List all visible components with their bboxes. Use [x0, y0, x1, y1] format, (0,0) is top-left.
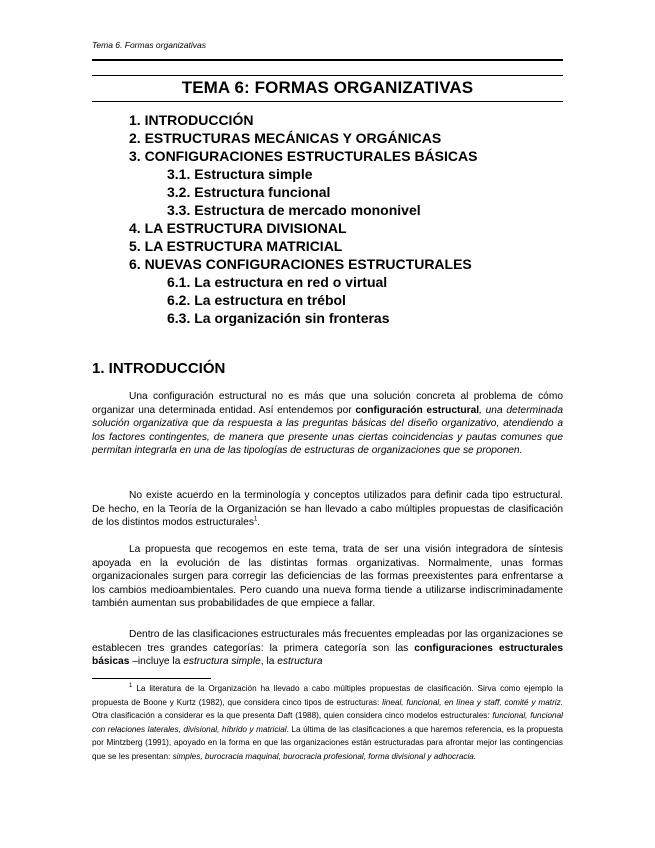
toc-item: 3. CONFIGURACIONES ESTRUCTURALES BÁSICAS — [129, 148, 478, 164]
footnote-separator — [92, 678, 211, 679]
footnote-text: . La última de las clasificaciones a que haremos referencia, es la propuesta por Mintzberg (1991), apoyado en la forma en que las organizaciones están estructuradas para afrontar mejor las contingencias que se les presentan: — [92, 724, 563, 761]
toc-item: 3.2. Estructura funcional — [167, 184, 331, 200]
footnote-text: La literatura de la Organización ha llevado a cabo múltiples propuestas de clasificación. Sirva como ejemplo la propuesta de Boone y Kurtz (1982), que considera cinco tipos de estructuras: — [92, 684, 563, 707]
toc-item: 3.3. Estructura de mercado mononivel — [167, 202, 421, 218]
title-top-rule — [92, 75, 563, 76]
paragraph-text: Una configuración estructural no es más que una solución concreta al problema de cómo organizar una determinada entidad. Así entendemos por — [92, 391, 563, 416]
footnote-italic: funcional, funcional con relaciones laterales, divisional, híbrido y matricial — [92, 711, 563, 734]
paragraph-text: , la — [260, 656, 278, 668]
toc-item: 6.2. La estructura en trébol — [167, 292, 346, 308]
toc-item: 4. LA ESTRUCTURA DIVISIONAL — [129, 220, 347, 236]
toc-item: 5. LA ESTRUCTURA MATRICIAL — [129, 238, 343, 254]
paragraph-text: No existe acuerdo en la terminología y conceptos utilizados para definir cada tipo estructural. De hecho, en la Teoría de la Organización se han llevado a cabo múltiples propuestas de clasificación de los distintos modos estructurales — [92, 490, 563, 529]
bold-term: configuración estructural — [355, 404, 480, 416]
toc-item: 1. INTRODUCCIÓN — [129, 112, 254, 128]
toc-item: 3.1. Estructura simple — [167, 166, 313, 182]
toc-item: 2. ESTRUCTURAS MECÁNICAS Y ORGÁNICAS — [129, 130, 442, 146]
paragraph-1 — [92, 390, 563, 458]
header-rule — [92, 59, 563, 61]
footnote-mark: 1 — [129, 683, 133, 690]
paragraph-text: Dentro de las clasificaciones estructurales más frecuentes empleadas por las organizaciones se establecen tres grandes categorías: la primera categoría son las — [92, 629, 563, 654]
toc-item: 6. NUEVAS CONFIGURACIONES ESTRUCTURALES — [129, 256, 472, 272]
toc-item: 6.1. La estructura en red o virtual — [167, 274, 388, 290]
title-bottom-rule — [92, 101, 563, 102]
page-title: TEMA 6: FORMAS ORGANIZATIVAS — [181, 78, 474, 97]
footnote-text: Otra clasificación a considerar es la que presenta Daft (1988), quien considera cinco modelos estructurales: — [92, 711, 493, 721]
footnote-italic: simples, burocracia maquinal, burocracia profesional, forma divisional y adhocracia. — [172, 751, 477, 761]
paragraph-text: –incluye la — [129, 656, 184, 668]
footnote-italic: lineal, funcional, en línea y staff, comité y matriz. — [382, 697, 563, 707]
section-heading: 1. INTRODUCCIÓN — [92, 360, 226, 377]
paragraph-3 — [92, 543, 563, 611]
bold-term: configuraciones estructurales básicas — [92, 642, 563, 668]
italic-term: estructura simple — [183, 656, 261, 668]
italic-text: , una determinada solución organizativa que da respuesta a las preguntas básicas del diseño organizativo, atendiendo a los factores contingentes, de manera que presente unas ciertas coincidencias y pautas comunes que permitan integrarla en una de las tipologías de estructuras de organizaciones que se proponen. — [92, 404, 563, 457]
toc-item: 6.3. La organización sin fronteras — [167, 310, 390, 326]
italic-term: estructura — [277, 656, 323, 668]
paragraph-text: La propuesta que recogemos en este tema, trata de ser una visión integradora de síntesis apoyada en la evolución de las distintas formas organizativas. Normalmente, unas formas organizacionales surgen para corregir las deficiencias de las formas preexistentes para enfrentarse a los cambios medioambientales. Pero cuando una nueva forma tiende a utilizarse indiscriminadamente también aumentan sus probabilidades de que empiece a fallar. — [92, 544, 563, 610]
paragraph-2 — [92, 489, 563, 530]
paragraph-end: . — [257, 517, 261, 529]
footnote-reference[interactable]: 1 — [253, 516, 258, 523]
paragraph-4 — [92, 628, 563, 669]
running-header: Tema 6. Formas organizativas — [92, 40, 207, 50]
footnote — [92, 682, 563, 764]
